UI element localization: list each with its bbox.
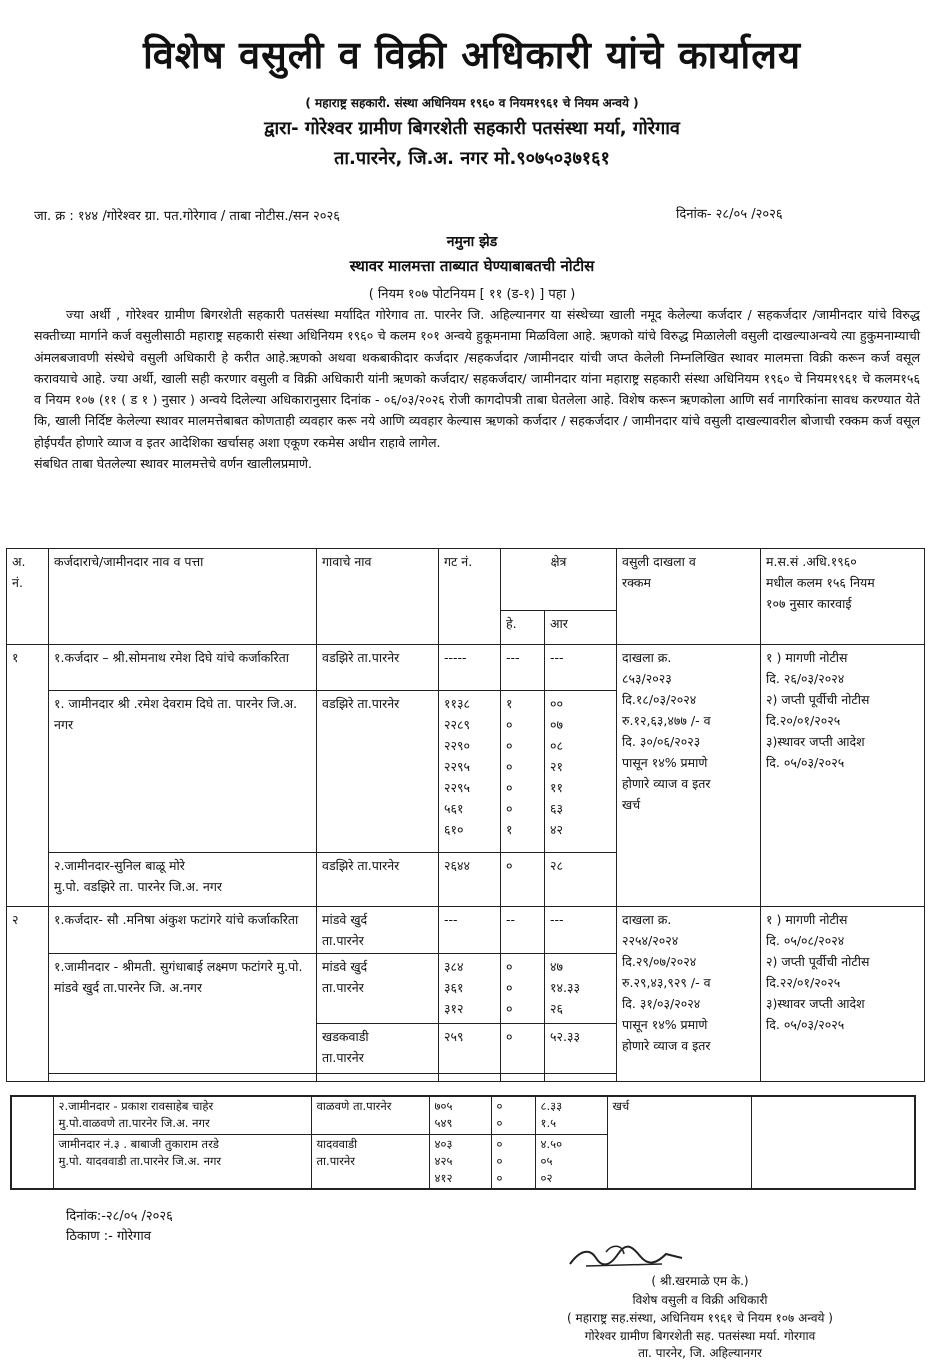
- row-gat: ---: [439, 907, 501, 954]
- row-aar: ४.५० ०५ ०२: [535, 1134, 607, 1189]
- notice-body: [34, 304, 920, 474]
- footer-place: ठिकाण :- गोरेगाव: [66, 1229, 151, 1244]
- signatory-act: ( महाराष्ट्र सह.संस्था, अधिनियम १९६१ चे नियम १०७ अन्वये ): [567, 1311, 833, 1325]
- header-village: गावाचे नाव: [317, 549, 439, 645]
- row-certificate: दाखला क्र. ८५३/२०२३ दि.१८/०३/२०२४ रु.१२,६३,४७७ /- व दि. ३०/०६/२०२३ पासून १४% प्रमाणे होणारे व्याज व इतर खर्च: [617, 645, 761, 907]
- row-village: वडझिरे ता.पारनेर: [317, 853, 439, 907]
- header-gat: गट नं.: [439, 549, 501, 645]
- row-village: मांडवे खुर्द ता.पारनेर: [317, 907, 439, 954]
- rule-reference: ( नियम १०७ पोटनियम [ ११ (ड-१) ] पहा ): [368, 287, 576, 302]
- footer-date: दिनांक:-२८/०५ /२०२६: [66, 1209, 173, 1224]
- row-gat: ३८४ ३६१ ३१२: [439, 954, 501, 1024]
- property-table-continued: [10, 1095, 916, 1190]
- row-gat: ४०३ ४२५ ४१२: [429, 1134, 491, 1189]
- signatory-name: ( श्री.खरमाळे एम के.): [651, 1274, 749, 1288]
- row-gat: -----: [439, 645, 501, 691]
- header-name: कर्जदाराचे/जामीनदार नाव व पत्ता: [49, 549, 317, 645]
- header-area: क्षेत्र: [501, 549, 617, 611]
- signatory-org: गोरेश्वर ग्रामीण बिगरशेती सह. पतसंस्था मर्या. गोरगाव: [584, 1329, 816, 1343]
- header-he: हे.: [501, 611, 545, 645]
- spacer-cell: [49, 1074, 317, 1082]
- header-sr: अ. नं.: [7, 549, 49, 645]
- table-header-row: [7, 549, 925, 611]
- row-aar: ५२.३३: [545, 1024, 617, 1074]
- header-aar: आर: [545, 611, 617, 645]
- row-sr: १: [7, 645, 49, 907]
- row-aar: ८.३३ १.५: [535, 1096, 607, 1134]
- spacer-cell: [545, 1074, 617, 1082]
- signatory-title: विशेष वसुली व विक्री अधिकारी: [632, 1293, 768, 1307]
- spacer-cell: [317, 1074, 439, 1082]
- row-he: ---: [501, 645, 545, 691]
- society-name: द्वारा- गोरेश्वर ग्रामीण बिगरशेती सहकारी पतसंस्था मर्या, गोरेगाव: [264, 118, 680, 139]
- row-name: जामीनदार नं.३ . बाबाजी तुकाराम तरडे मु.पो. यादववाडी ता.पारनेर जि.अ. नगर: [53, 1134, 311, 1189]
- row-village: यादववाडी ता.पारनेर: [311, 1134, 429, 1189]
- row-name: १.जामीनदार - श्रीमती. सुगंधाबाई लक्ष्मण फटांगरे मु.पो. मांडवे खुर्द ता.पारनेर जि. अ.नगर: [49, 954, 317, 1074]
- row-he: ० ० ०: [491, 1134, 535, 1189]
- reference-number: जा. क्र : १४४ /गोरेश्वर ग्रा. पत.गोरेगाव / ताबा नोटीस./सन २०२६: [34, 209, 341, 224]
- row-gat: ११३८ २२८९ २२९० २२९५ २२९५ ५६१ ६१०: [439, 691, 501, 853]
- row-action: [751, 1096, 915, 1189]
- row-village: खडकवाडी ता.पारनेर: [317, 1024, 439, 1074]
- row-name: १. जामीनदार श्री .रमेश देवराम दिघे ता. पारनेर जि.अ. नगर: [49, 691, 317, 853]
- row-village: वडझिरे ता.पारनेर: [317, 645, 439, 691]
- row-village: मांडवे खुर्द ता.पारनेर: [317, 954, 439, 1024]
- spacer-cell: [439, 1074, 501, 1082]
- row-gat: २५९: [439, 1024, 501, 1074]
- row-he: ०: [501, 1024, 545, 1074]
- row-aar: २८: [545, 853, 617, 907]
- act-reference: ( महाराष्ट्र सहकारी. संस्था अधिनियम १९६० व नियम१९६१ चे नियम अन्वये ): [305, 96, 639, 110]
- row-certificate: खर्च: [607, 1096, 751, 1189]
- row-he: --: [501, 907, 545, 954]
- row-name: १.कर्जदार- सौ .मनिषा अंकुश फटांगरे यांचे कर्जाकरिता: [49, 907, 317, 954]
- header-certificate: वसुली दाखला व रक्कम: [617, 549, 761, 645]
- row-action: १ ) मागणी नोटीस दि. ०५/०८/२०२४ २) जप्ती पूर्वीची नोटीस दि.२२/०१/२०२५ ३)स्थावर जप्ती आदेश दि. ०५/०३/२०२५: [761, 907, 925, 1082]
- row-village: वडझिरे ता.पारनेर: [317, 691, 439, 853]
- row-village: वाळवणे ता.पारनेर: [311, 1096, 429, 1134]
- spacer-cell: [501, 1074, 545, 1082]
- society-address: ता.पारनेर, जि.अ. नगर मो.९०७५०३७१६१: [334, 148, 610, 169]
- row-certificate: दाखला क्र. २२५४/२०२४ दि.२९/०७/२०२४ रु.२९,४३,९२९ /- व दि. ३१/०३/२०२४ पासून १४% प्रमाणे होणारे व्याज व इतर: [617, 907, 761, 1082]
- row-he: ० ०: [491, 1096, 535, 1134]
- table-row: [11, 1096, 915, 1134]
- row-he: ० ० ०: [501, 954, 545, 1024]
- table-row: [7, 645, 925, 691]
- row-name: २.जामीनदार-सुनिल बाळू मोरे मु.पो. वडझिरे ता. पारनेर जि.अ. नगर: [49, 853, 317, 907]
- body-paragraph: ज्या अर्थी , गोरेश्वर ग्रामीण बिगरशेती सहकारी पतसंस्था मर्यादित गोरेगाव ता. पारनेर जि. अहिल्यानगर या संस्थेच्या खाली नमूद केलेल्या कर्जदार / सहकर्जदार /जामीनदार यांचे विरुद्ध सक्तीच्या मार्गाने कर्ज वसुलीसाठी महाराष्ट्र सहकारी संस्था अधिनियम १९६० चे कलम १०१ अन्वये हुकूमनामा मिळविला आहे. ऋणको यांचे विरुद्ध मिळालेली वसुली दाखल्याअन्वये त्या हुकुमनाम्याची अंमलबजावणी संस्थेचे वसुली अधिकारी हे करीत आहे.ऋणको अथवा थकबाकीदार कर्जदार /सहकर्जदार /जामीनदार यांची जप्त केलेली निम्नलिखित स्थावर मालमत्ता विक्री करून कर्ज वसूल करावयाचे आहे. ज्या अर्थी, खाली सही करणार वसुली व विक्री अधिकारी यांनी ऋणको कर्जदार/ सहकर्जदार/ जामीनदार यांना महाराष्ट्र सहकारी संस्था अधिनियम १९६० चे नियम१९६१ चे कलम१५६ व नियम १०७ (११ ( ड १ ) नुसार ) अन्वये दिलेल्या अधिकारानुसार दिनांक - ०६/०३/२०२६ रोजी कागदोपत्री ताबा घेतलेला आहे. विशेष करून ऋणकोला आणि सर्व नागरिकांना सावध करण्यात येते कि, खाली निर्दिष्ट केलेल्या स्थावर मालमत्तेबाबत कोणताही व्यवहार करू नये आणि व्यवहार केल्यास ऋणको कर्जदार / सहकर्जदार / जामीनदार यांचे वसुली दाखल्यावरील बोजाची रक्कम कर्ज वसूल होईपर्यंत होणारे व्याज व इतर आदेशिका खर्चासह अशा एकूण रकमेस अधीन राहावे लागेल.: [34, 307, 920, 450]
- row-sr: २: [7, 907, 49, 1082]
- row-aar: ---: [545, 645, 617, 691]
- row-aar: ४७ १४.३३ २६: [545, 954, 617, 1024]
- property-table: [6, 548, 925, 1082]
- header-action: म.स.सं .अधि.१९६० मधील कलम १५६ नियम १०७ नुसार कारवाई: [761, 549, 925, 645]
- row-name: २.जामीनदार - प्रकाश रावसाहेब चाहेर मु.पो.वाळवणे ता.पारनेर जि.अ. नगर: [53, 1096, 311, 1134]
- notice-title: स्थावर मालमत्ता ताब्यात घेण्याबाबतची नोटीस: [349, 257, 595, 275]
- row-aar: ०० ०७ ०८ २१ ११ ६३ ४२: [545, 691, 617, 853]
- row-sr: [11, 1096, 53, 1189]
- row-he: १ ० ० ० ० ० १: [501, 691, 545, 853]
- signatory-address: ता. पारनेर, जि. अहिल्यानगर: [638, 1346, 762, 1360]
- form-name: नमुना झेड: [446, 234, 498, 250]
- signature-image: [566, 1240, 686, 1274]
- row-gat: ७०५ ५४९: [429, 1096, 491, 1134]
- row-name: १.कर्जदार – श्री.सोमनाथ रमेश दिघे यांचे कर्जाकरिता: [49, 645, 317, 691]
- row-gat: २६४४: [439, 853, 501, 907]
- row-action: १ ) मागणी नोटीस दि. २६/०३/२०२४ २) जप्ती पूर्वीची नोटीस दि.२०/०१/२०२५ ३)स्थावर जप्ती आदेश दि. ०५/०३/२०२५: [761, 645, 925, 907]
- body-paragraph-closing: संबधित ताबा घेतलेल्या स्थावर मालमत्तेचे वर्णन खालीलप्रमाणे.: [34, 456, 313, 472]
- row-aar: ---: [545, 907, 617, 954]
- row-he: ०: [501, 853, 545, 907]
- office-title: विशेष वसुली व विक्री अधिकारी यांचे कार्यालय: [142, 33, 802, 77]
- notice-date: दिनांक- २८/०५ /२०२६: [676, 207, 783, 222]
- table-row: [7, 907, 925, 954]
